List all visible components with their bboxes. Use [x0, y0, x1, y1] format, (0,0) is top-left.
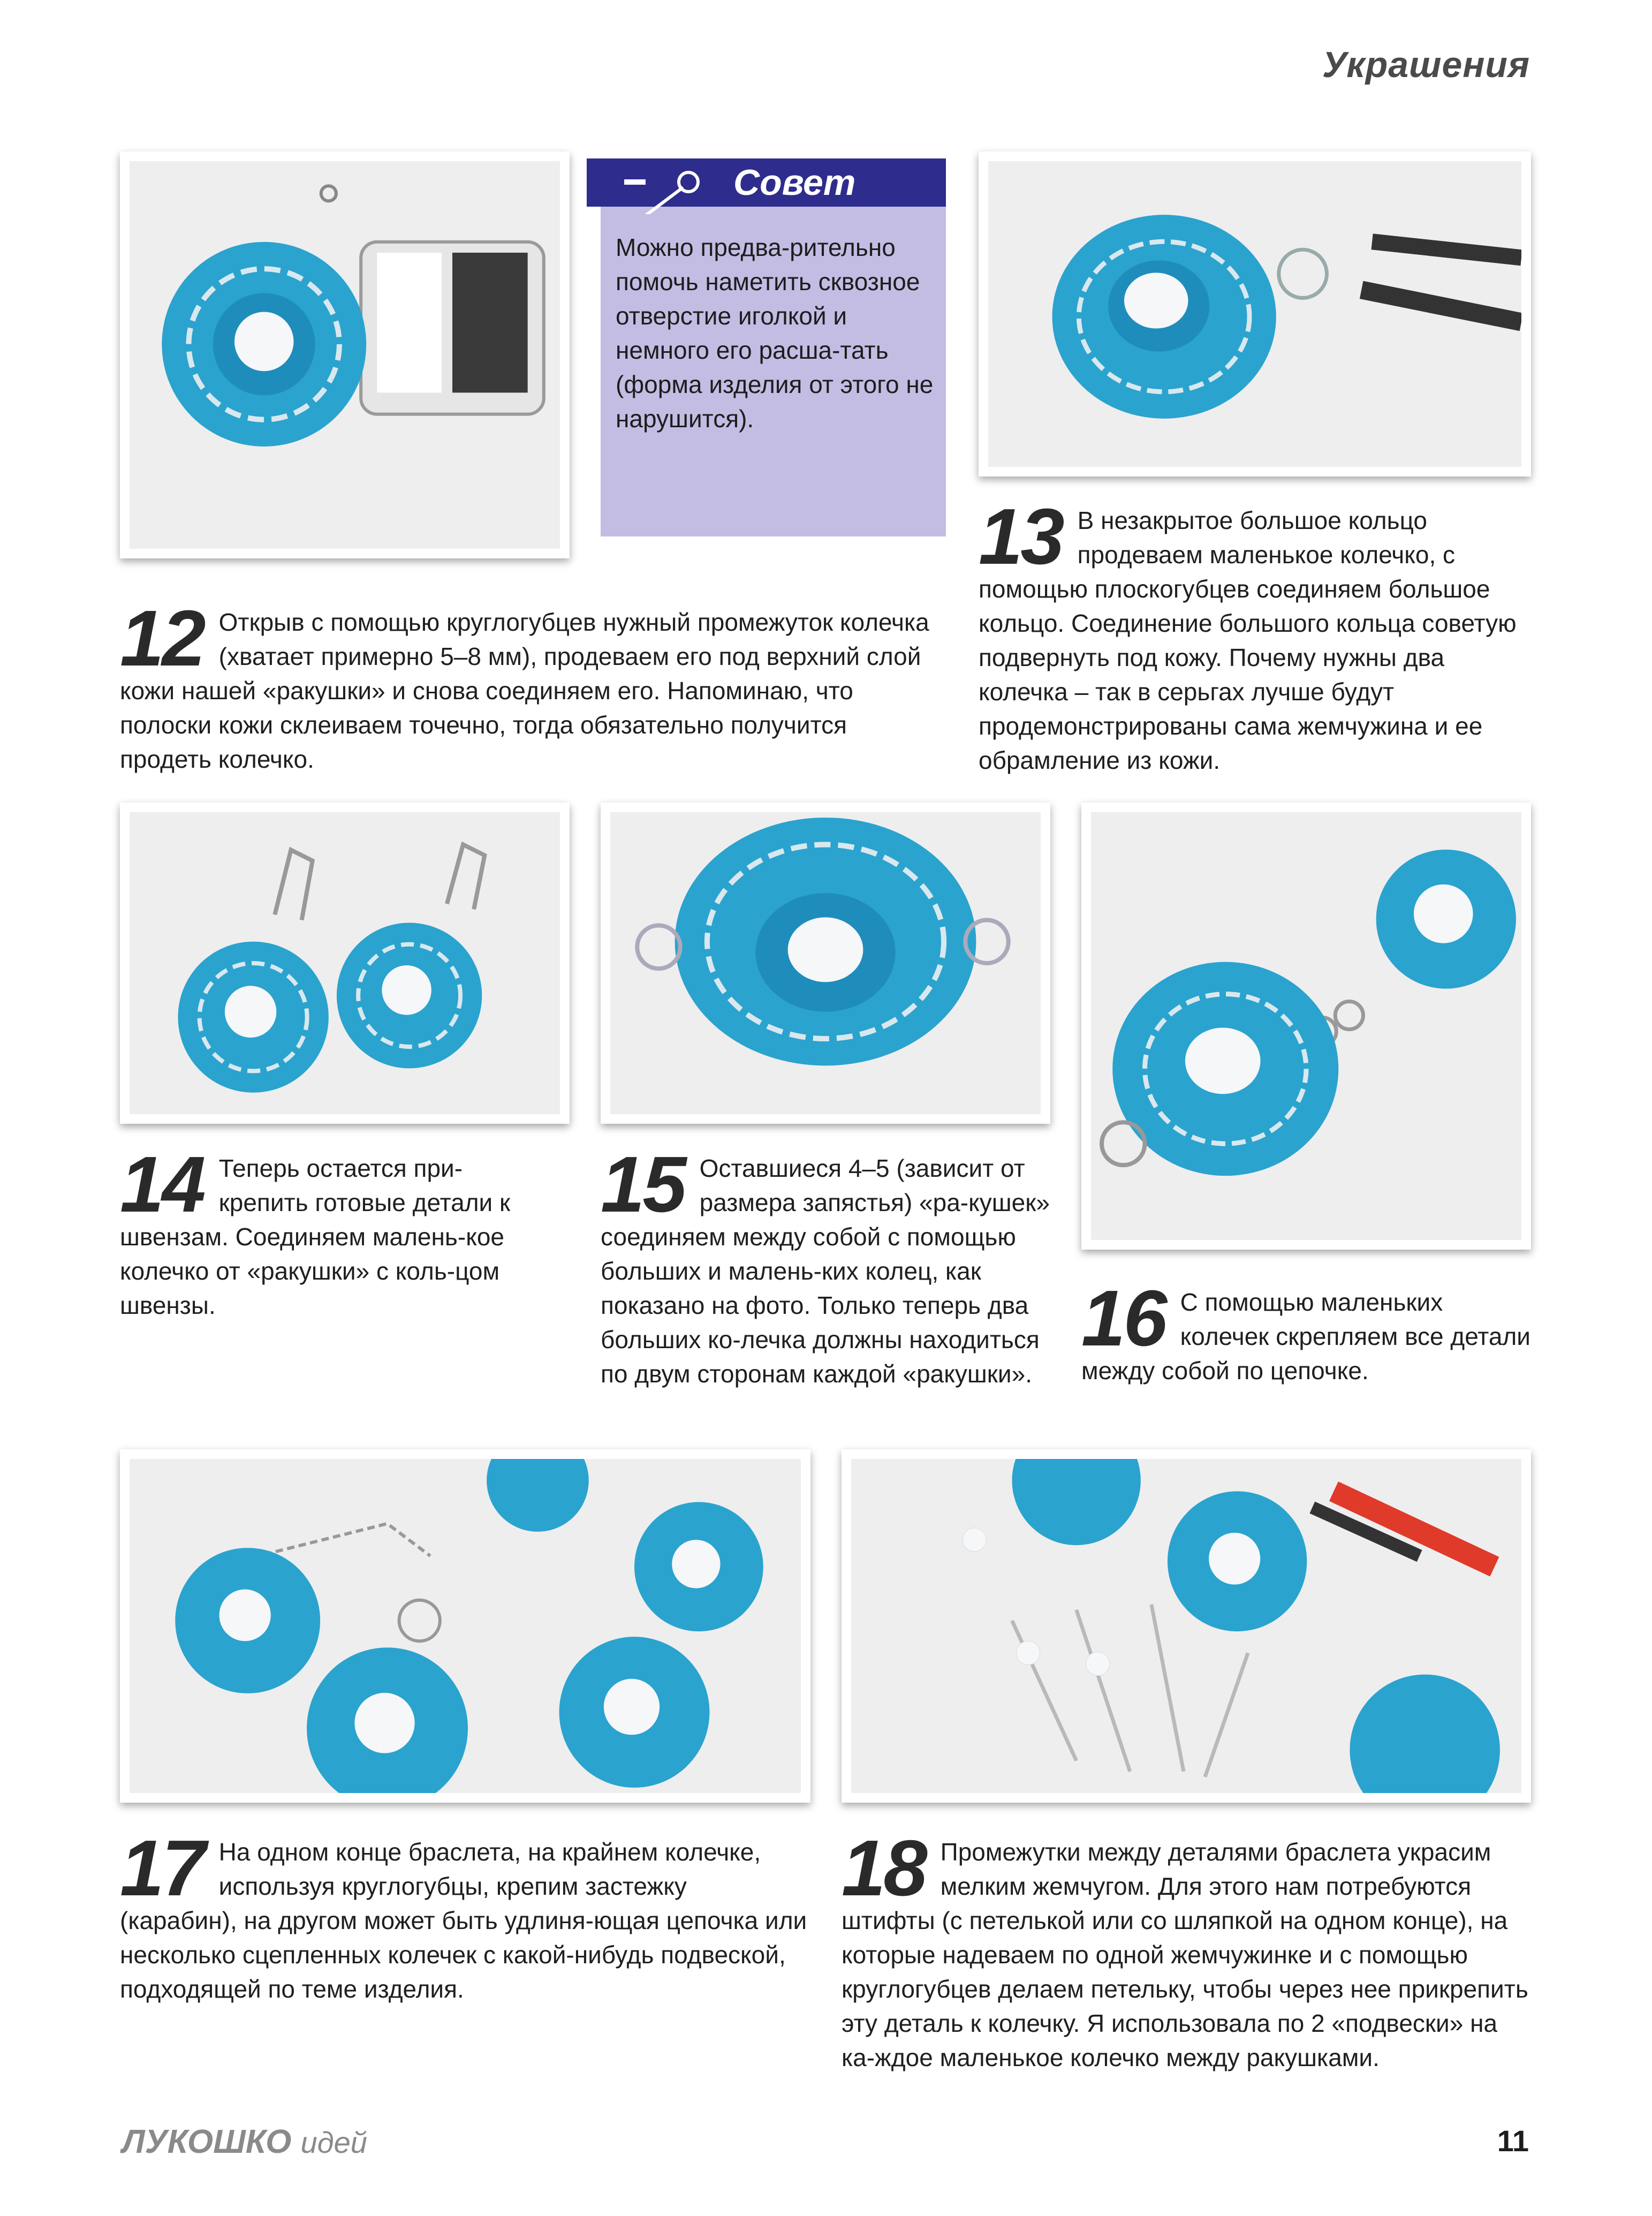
- step-number: 15: [601, 1140, 685, 1229]
- step-text: Открыв с помощью круглогубцев нужный промежуток колечка (хватает примерно 5–8 мм), продеваем его под верхний слой кожи нашей «ракушки» и снова соединяем его. Напоминаю, что полоски кожи склеиваем точечно, тогда обязательно получится продеть колечко.: [120, 608, 929, 773]
- step-17: [120, 1824, 810, 2006]
- step-number: 13: [979, 493, 1063, 581]
- tip-title: Совет: [733, 162, 856, 203]
- photo-step-18: [842, 1449, 1531, 1803]
- step-16: [1081, 1274, 1536, 1388]
- step-13: [979, 493, 1535, 777]
- photo-step-13: [979, 152, 1531, 477]
- photo-step-17: [120, 1449, 810, 1803]
- magazine-name: ЛУКОШКО: [122, 2123, 292, 2160]
- step-14: [120, 1140, 548, 1322]
- step-text: Теперь остается при-крепить готовые детали к швензам. Соединяем малень-кое колечко от «ракушки» с коль-цом швензы.: [120, 1154, 511, 1319]
- step-text: В незакрытое большое кольцо продеваем маленькое колечко, с помощью плоскогубцев соединяем большое кольцо. Соединение большого кольца советую подвернуть под кожу. Почему нужны два колечка – так в серьгах лучше будут продемонстрированы сама жемчужина и ее обрамление из кожи.: [979, 506, 1517, 774]
- step-number: 18: [842, 1824, 926, 1912]
- step-number: 14: [120, 1140, 204, 1229]
- step-text: Оставшиеся 4–5 (зависит от размера запястья) «ра-кушек» соединяем между собой с помощью больших и малень-ких колец, как показано на фото. Только теперь два больших ко-лечка должны находиться по двум сторонам каждой «ракушки».: [601, 1154, 1050, 1388]
- magazine-logo: [122, 2123, 367, 2161]
- step-text: На одном конце браслета, на крайнем колечке, используя круглогубцы, крепим застежку (карабин), на другом может быть удлиня-ющая цепочка или несколько сцепленных колечек с какой-нибудь подвеской, подходящей по теме изделия.: [120, 1838, 807, 2003]
- step-12: [120, 594, 934, 776]
- step-15: [601, 1140, 1056, 1391]
- step-text: С помощью маленьких колечек скрепляем все детали между собой по цепочке.: [1081, 1288, 1530, 1385]
- safety-pin-icon: [619, 166, 726, 214]
- section-title: Украшения: [1322, 44, 1530, 85]
- step-number: 17: [120, 1824, 204, 1912]
- photo-step-14: [120, 803, 570, 1124]
- step-text: Промежутки между деталями браслета украсим мелким жемчугом. Для этого нам потребуются штифты (с петелькой или со шляпкой на одном конце), на которые надеваем по одной жемчужинке и с помощью круглогубцев делаем петельку, чтобы через нее прикрепить эту деталь к колечку. Я использовала по 2 «подвески» на ка-ждое маленькое колечко между ракушками.: [842, 1838, 1528, 2071]
- photo-step-12: [120, 152, 570, 558]
- tip-box: [601, 158, 946, 536]
- photo-step-16: [1081, 803, 1531, 1250]
- step-number: 16: [1081, 1274, 1165, 1363]
- step-number: 12: [120, 594, 204, 683]
- tip-text: Можно предва-рительно помочь наметить сквозное отверстие иголкой и немного его расша-тать (форма изделия от этого не нарушится).: [616, 233, 934, 433]
- step-18: [842, 1824, 1532, 2075]
- magazine-suffix: идей: [300, 2126, 367, 2159]
- photo-step-15: [601, 803, 1050, 1124]
- page-number: 11: [1497, 2124, 1529, 2158]
